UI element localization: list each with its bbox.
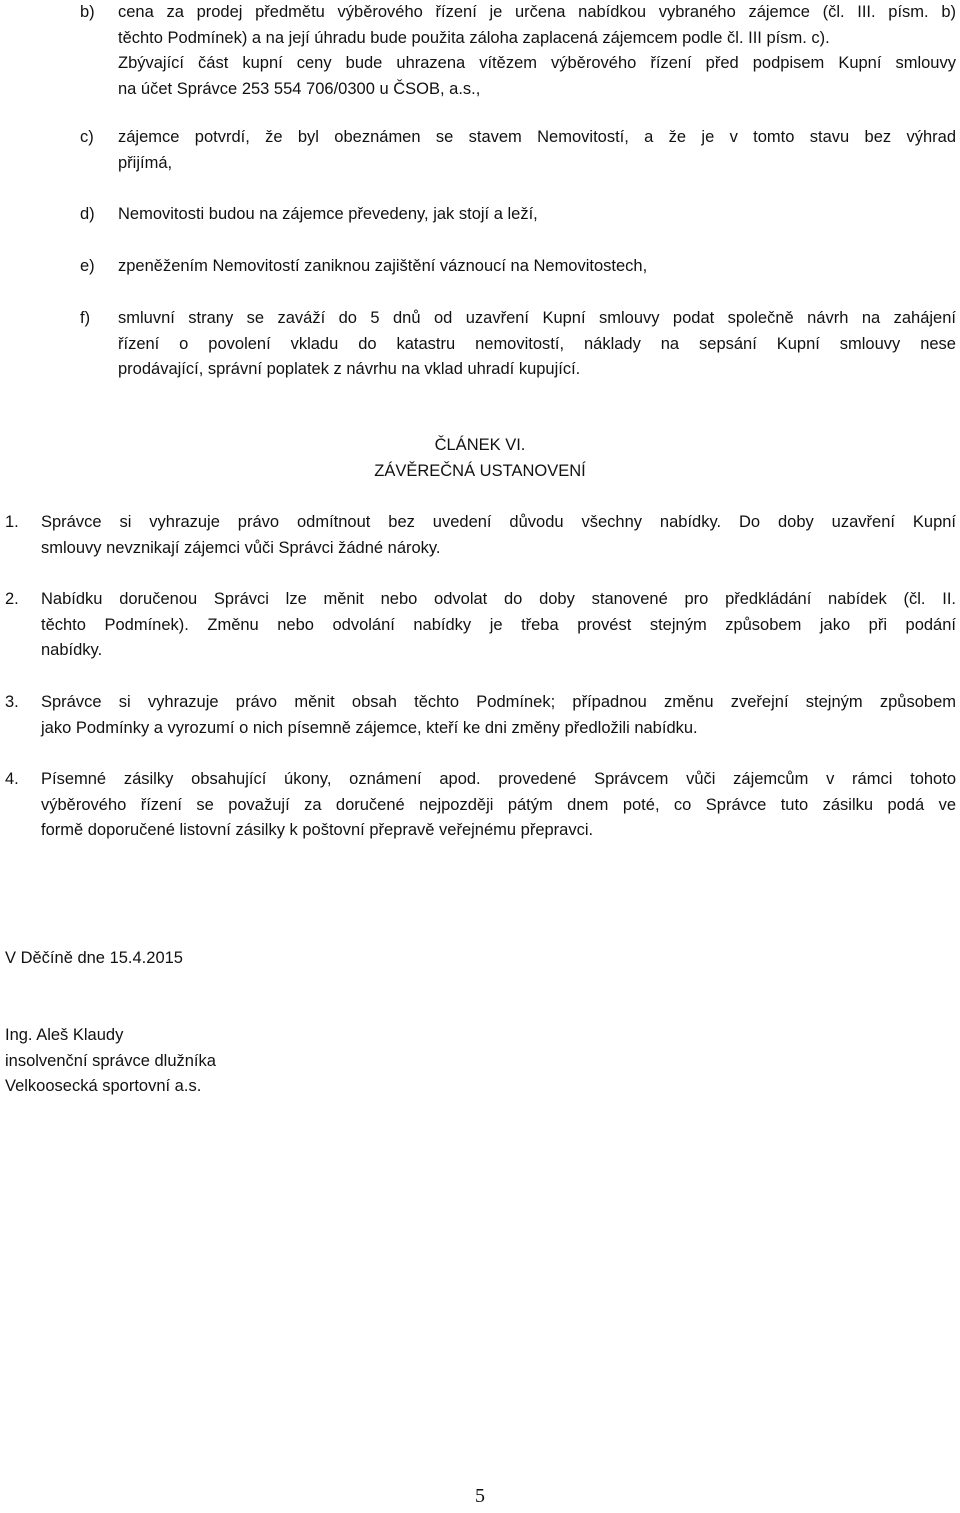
clause-number: 2.	[5, 590, 19, 608]
item-line: těchto Podmínek) a na její úhradu bude použita záloha zaplacená zájemcem podle čl. III písm. c).	[118, 28, 830, 47]
clause-line: výběrového řízení se považují za doručené nejpozději pátým dnem poté, co Správce tuto zásilku podá ve	[41, 795, 956, 814]
clause-line: smlouvy nevznikají zájemci vůči Správci žádné nároky.	[41, 538, 441, 557]
item-marker: d)	[80, 205, 95, 223]
clause-number: 3.	[5, 693, 19, 711]
item-line: zpeněžením Nemovitostí zaniknou zajištění váznoucí na Nemovitostech,	[118, 257, 648, 275]
clause-line: Správce si vyhrazuje právo odmítnout bez uvedení důvodu všechny nabídky. Do doby uzavření Kupní	[41, 513, 956, 531]
item-line: řízení o povolení vkladu do katastru nemovitostí, náklady na sepsání Kupní smlouvy nese	[118, 334, 956, 353]
article-title: ZÁVĚREČNÁ USTANOVENÍ	[374, 462, 586, 480]
clause-line: jako Podmínky a vyrozumí o nich písemně zájemce, kteří ke dni změny předložili nabídku.	[41, 718, 698, 737]
clause-line: Nabídku doručenou Správci lze měnit nebo odvolat do doby stanovené pro předkládání nabídek (čl. II.	[41, 590, 956, 608]
article-number: ČLÁNEK VI.	[434, 436, 526, 454]
clause-line: Správce si vyhrazuje právo měnit obsah těchto Podmínek; případnou změnu zveřejní stejným způsobem	[41, 693, 956, 711]
clause-line: Písemné zásilky obsahující úkony, oznámení apod. provedené Správcem vůči zájemcům v rámci tohoto	[41, 770, 956, 788]
clause-line: těchto Podmínek). Změnu nebo odvolání nabídky je třeba provést stejným způsobem jako při podání	[41, 615, 956, 634]
item-line: zájemce potvrdí, že byl obeznámen se stavem Nemovitostí, a že je v tomto stavu bez výhrad	[118, 128, 956, 146]
signatory-name: Ing. Aleš Klaudy	[5, 1026, 124, 1044]
item-marker: b)	[80, 3, 95, 21]
item-marker: c)	[80, 128, 94, 146]
clause-line: nabídky.	[41, 641, 103, 659]
item-marker: e)	[80, 257, 95, 275]
item-marker: f)	[80, 309, 91, 327]
item-line: přijímá,	[118, 153, 173, 172]
place-date: V Děčíně dne 15.4.2015	[5, 949, 183, 967]
signature-block	[5, 1023, 216, 1100]
item-line: Nemovitosti budou na zájemce převedeny, jak stojí a leží,	[118, 205, 538, 223]
item-line: na účet Správce 253 554 706/0300 u ČSOB, a.s.,	[118, 79, 481, 98]
page-number: 5	[475, 1485, 485, 1507]
item-line: prodávající, správní poplatek z návrhu na vklad uhradí kupující.	[118, 360, 581, 378]
clause-number: 4.	[5, 770, 19, 788]
item-line: smluvní strany se zaváží do 5 dnů od uzavření Kupní smlouvy podat společně návrh na zahájení	[118, 309, 956, 327]
item-line: Zbývající část kupní ceny bude uhrazena vítězem výběrového řízení před podpisem Kupní smlouvy	[118, 54, 956, 72]
signatory-role: insolvenční správce dlužníka	[5, 1051, 216, 1070]
clause-number: 1.	[5, 513, 19, 531]
clause-line: formě doporučené listovní zásilky k poštovní přepravě veřejnému přepravci.	[41, 821, 594, 839]
item-line: cena za prodej předmětu výběrového řízení je určena nabídkou vybraného zájemce (čl. III. písm. b)	[118, 3, 956, 21]
signatory-company: Velkoosecká sportovní a.s.	[5, 1077, 202, 1095]
